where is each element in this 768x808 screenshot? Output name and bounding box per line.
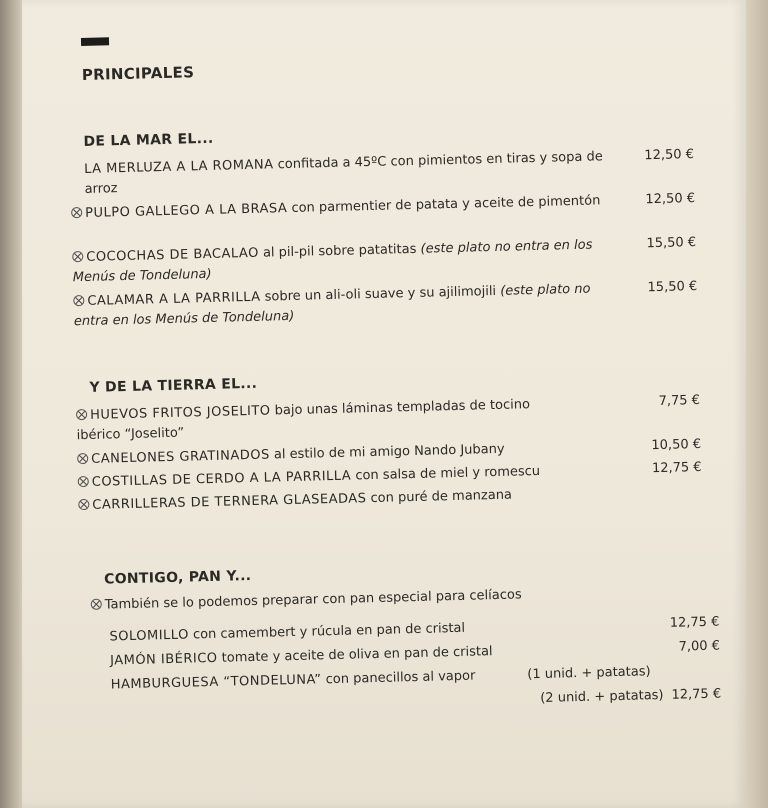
item-price: 15,50 € (647, 279, 698, 296)
celiac-note (95, 581, 705, 616)
item-price: 15,50 € (646, 235, 697, 252)
item-desc: confitada a 45ºC con pimientos en tiras y sopa de arroz (84, 149, 603, 197)
item-price: 12,50 € (645, 191, 696, 208)
item-name: PULPO GALLEGO A LA BRASA (85, 200, 288, 221)
item-name: HUEVOS FRITOS JOSELITO (89, 403, 271, 423)
page-edge (746, 0, 768, 808)
item-price: 7,00 € (678, 638, 721, 655)
celiac-symbol-icon (91, 599, 102, 610)
item-desc: con puré de manzana (366, 487, 513, 507)
item-price: 12,75 € (651, 459, 702, 477)
item-desc: sobre un ali-oli suave y su ajilimojili (260, 283, 501, 305)
item-name: SOLOMILLO (109, 627, 190, 645)
section-title-bread: CONTIGO, PAN Y... (103, 567, 252, 588)
item-note: (este plato no entra en los Menús de Tondeluna) (72, 237, 593, 286)
item-desc: con salsa de miel y romescu (351, 463, 541, 484)
item-name: JAMÓN IBÉRICO (109, 650, 218, 669)
item-desc: con parmentier de patata y aceite de pimentón (287, 193, 601, 216)
item-desc: con panecillos al vapor (321, 668, 476, 688)
item-desc: al pil-pil sobre patatitas (258, 241, 421, 261)
item-note: (este plato no entra en los Menús de Tondeluna) (73, 281, 591, 330)
celiac-symbol-icon (72, 251, 83, 262)
item-option: (1 unid. + patatas) (527, 664, 651, 683)
item-price: 10,50 € (651, 436, 702, 454)
item-name: COCOCHAS DE BACALAO (86, 245, 260, 265)
celiac-symbol-icon (73, 295, 84, 306)
section-title-land: Y DE LA TIERRA EL... (89, 375, 258, 396)
item-price: 12,75 € (671, 686, 722, 703)
celiac-symbol-icon (77, 453, 88, 464)
item-price: 12,75 € (669, 614, 720, 631)
section-title-sea: DE LA MAR EL... (83, 130, 214, 150)
item-desc: tomate y aceite de oliva en pan de cristal (217, 644, 493, 666)
item-price: 7,75 € (658, 392, 701, 409)
item-name: COSTILLAS DE CERDO A LA PARRILLA (91, 468, 352, 490)
celiac-symbol-icon (78, 499, 89, 510)
item-name: CARRILLERAS DE TERNERA GLASEADAS (92, 491, 367, 513)
item-name: HAMBURGUESA “TONDELUNA” (110, 672, 322, 693)
item-desc: con camembert y rúcula en pan de cristal (188, 620, 466, 643)
menu-heading: PRINCIPALES (81, 63, 195, 84)
item-option: (2 unid. + patatas) (540, 687, 664, 706)
menu-page (22, 0, 746, 808)
item-price: 12,50 € (644, 147, 695, 164)
item-desc: bajo unas láminas templadas de tocino ibérico “Joselito” (76, 397, 531, 444)
item-desc: al estilo de mi amigo Nando Jubany (269, 441, 505, 463)
celiac-symbol-icon (71, 207, 82, 218)
menu-spine (0, 0, 22, 808)
item-name: CALAMAR A LA PARRILLA (87, 289, 261, 309)
celiac-note-text: También se lo podemos preparar con pan especial para celíacos (104, 587, 522, 613)
item-name: CANELONES GRATINADOS (91, 447, 270, 467)
item-name: LA MERLUZA A LA ROMANA (83, 157, 274, 177)
celiac-symbol-icon (76, 409, 87, 420)
celiac-symbol-icon (78, 476, 89, 487)
section-marker-bar (81, 37, 109, 46)
